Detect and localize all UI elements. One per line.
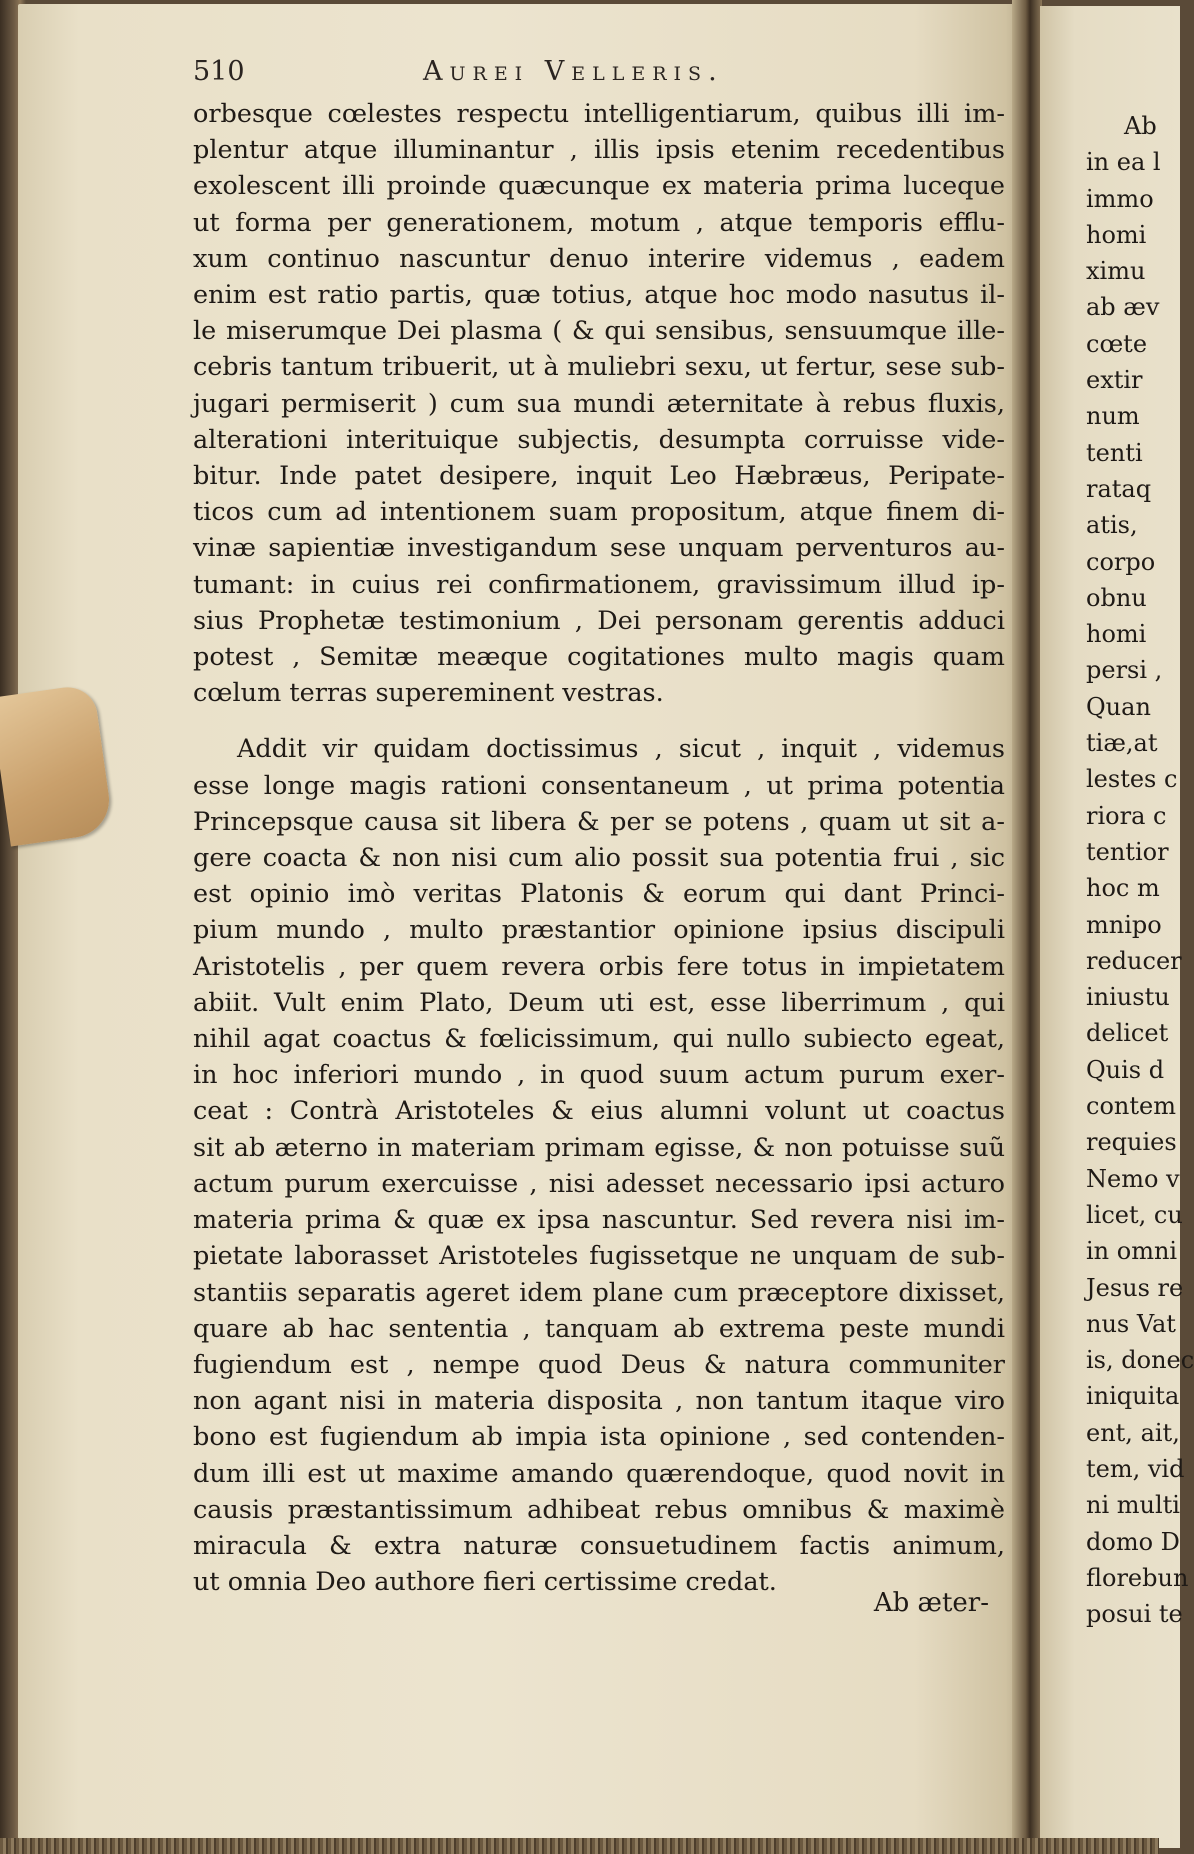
- right-page-line: mnipo: [1086, 910, 1162, 939]
- right-page-line: Jesus re: [1086, 1273, 1184, 1302]
- right-page-line: reducer: [1086, 946, 1182, 975]
- right-page-line: rataq: [1086, 474, 1152, 503]
- right-page-line: contem: [1086, 1092, 1176, 1121]
- right-page-line: nus Vat: [1086, 1309, 1176, 1338]
- right-page-line: corpo: [1086, 547, 1156, 576]
- right-page-line: Quan: [1086, 692, 1151, 721]
- text-line: le miserumque Dei plasma ( & qui sensibus, sensuumque ille-: [193, 316, 1005, 347]
- right-page-line: posui te: [1086, 1600, 1183, 1629]
- right-page-line: requies: [1086, 1128, 1177, 1157]
- right-page-line: tenti: [1086, 438, 1143, 467]
- text-line: pium mundo , multo præstantior opinione ipsius discipuli: [193, 915, 1005, 946]
- right-page-line: hoc m: [1086, 874, 1160, 903]
- right-page-line: tem, vid: [1086, 1454, 1185, 1483]
- text-line: nihil agat coactus & fœlicissimum, qui nullo subiecto egeat,: [193, 1024, 1005, 1055]
- right-page-line: tiæ,at: [1086, 729, 1158, 758]
- paragraph-1: [193, 96, 1005, 711]
- text-line: non agant nisi in materia disposita , non tantum itaque viro: [193, 1386, 1005, 1417]
- text-line: Addit vir quidam doctissimus , sicut , inquit , videmus: [237, 734, 1005, 765]
- right-page-line: iniquita: [1086, 1382, 1180, 1411]
- text-line: jugari permiserit ) cum sua mundi æternitate à rebus fluxis,: [193, 388, 1005, 419]
- text-line: cœlum terras supereminent vestras.: [193, 678, 664, 709]
- text-line: pietate laborasset Aristoteles fugissetque ne unquam de sub-: [193, 1241, 1005, 1272]
- text-line: ut forma per generationem, motum , atque temporis efflu-: [193, 207, 1005, 238]
- right-page-line: ent, ait,: [1086, 1418, 1180, 1447]
- text-line: sius Prophetæ testimonium , Dei personam gerentis adduci: [193, 605, 1005, 636]
- right-page-line: obnu: [1086, 583, 1147, 612]
- right-page-line: extir: [1086, 366, 1143, 395]
- text-line: dum illi est ut maxime amando quærendoque, quod novit in: [193, 1458, 1005, 1489]
- right-page-line: in ea l: [1086, 148, 1161, 177]
- text-line: bono est fugiendum ab impia ista opinione , sed contenden-: [193, 1422, 1005, 1453]
- text-line: Princepsque causa sit libera & per se potens , quam ut sit a-: [193, 806, 1005, 837]
- text-line: orbesque cœlestes respectu intelligentiarum, quibus illi im-: [193, 99, 1005, 129]
- right-page-line: atis,: [1086, 511, 1138, 540]
- text-line: tumant: in cuius rei confirmationem, gravissimum illud ip-: [193, 569, 1005, 600]
- text-line: ut omnia Deo authore fieri certissime credat.: [193, 1567, 777, 1598]
- text-line: actum purum exercuisse , nisi adesset necessario ipsi acturo: [193, 1168, 1005, 1199]
- text-line: materia prima & quæ ex ipsa nascuntur. Sed revera nisi im-: [193, 1205, 1005, 1236]
- text-line: in hoc inferiori mundo , in quod suum actum purum exer-: [193, 1060, 1005, 1091]
- right-page-text: [1086, 108, 1194, 1632]
- paragraph-2: [193, 731, 1005, 1600]
- right-page-line: Quis d: [1086, 1055, 1165, 1084]
- text-line: Aristotelis , per quem revera orbis fere totus in impietatem: [193, 951, 1005, 982]
- text-line: ceat : Contrà Aristoteles & eius alumni volunt ut coactus: [193, 1096, 1005, 1127]
- text-line: causis præstantissimum adhibeat rebus omnibus & maximè: [193, 1494, 1005, 1525]
- right-page-line: is, donec: [1086, 1346, 1194, 1375]
- right-page-line: delicet: [1086, 1019, 1169, 1048]
- right-page-line: ab æv: [1086, 293, 1160, 322]
- text-line: esse longe magis rationi consentaneum , ut prima potentia: [193, 770, 1005, 801]
- right-page-line: licet, cu: [1086, 1200, 1183, 1229]
- text-line: fugiendum est , nempe quod Deus & natura communiter: [193, 1349, 1005, 1380]
- right-page-line: riora c: [1086, 801, 1167, 830]
- right-page-line: Ab: [1124, 112, 1157, 140]
- running-title: Aurei Velleris.: [423, 56, 724, 87]
- right-page-line: num: [1086, 402, 1140, 431]
- catchword: Ab æter-: [873, 1588, 989, 1618]
- right-page-line: ximu: [1086, 257, 1146, 286]
- text-line: xum continuo nascuntur denuo interire videmus , eadem: [193, 243, 1005, 274]
- right-page-line: immo: [1086, 184, 1154, 213]
- right-page-line: Nemo v: [1086, 1164, 1180, 1193]
- text-line: miracula & extra naturæ consuetudinem factis animum,: [193, 1530, 1005, 1561]
- folio-number: 510: [193, 56, 245, 87]
- right-page-line: cœte: [1086, 329, 1148, 358]
- text-line: exolescent illi proinde quæcunque ex materia prima luceque: [193, 171, 1005, 202]
- right-page-line: iniustu: [1086, 983, 1170, 1012]
- text-line: gere coacta & non nisi cum alio possit sua potentia frui , sic: [193, 843, 1005, 874]
- text-line: quare ab hac sententia , tanquam ab extrema peste mundi: [193, 1313, 1005, 1344]
- page-header: [193, 50, 993, 90]
- page-edge: [0, 1838, 1159, 1854]
- right-page-line: in omni: [1086, 1237, 1178, 1266]
- right-page-line: lestes c: [1086, 765, 1178, 794]
- text-line: bitur. Inde patet desipere, inquit Leo Hæbræus, Peripate-: [193, 461, 1005, 492]
- right-page-line: homi: [1086, 620, 1147, 649]
- right-page-line: persi ,: [1086, 656, 1163, 685]
- text-line: alterationi interituique subjectis, desumpta corruisse vide-: [193, 424, 1005, 455]
- text-line: ticos cum ad intentionem suam propositum, atque finem di-: [193, 497, 1005, 528]
- text-line: est opinio imò veritas Platonis & eorum qui dant Princi-: [193, 879, 1005, 910]
- right-page-line: domo D: [1086, 1527, 1180, 1556]
- text-line: sit ab æterno in materiam primam egisse, & non potuisse suũ: [193, 1132, 1005, 1163]
- right-page-line: homi: [1086, 220, 1147, 249]
- text-line: potest , Semitæ meæque cogitationes multo magis quam: [193, 642, 1005, 673]
- right-page-line: tentior: [1086, 837, 1169, 866]
- text-line: vinæ sapientiæ investigandum sese unquam perventuros au-: [193, 533, 1005, 564]
- right-page-line: ni multi: [1086, 1491, 1180, 1520]
- right-page-line: florebun: [1086, 1563, 1189, 1592]
- text-line: stantiis separatis ageret idem plane cum præceptore dixisset,: [193, 1277, 1005, 1308]
- book-gutter: [1012, 0, 1042, 1854]
- main-text: [193, 96, 1005, 1600]
- text-line: enim est ratio partis, quæ totius, atque hoc modo nasutus il-: [193, 280, 1005, 311]
- text-line: abiit. Vult enim Plato, Deum uti est, esse liberrimum , qui: [193, 987, 1005, 1018]
- text-line: cebris tantum tribuerit, ut à muliebri sexu, ut fertur, sese sub-: [193, 352, 1005, 383]
- text-line: plentur atque illuminantur , illis ipsis etenim recedentibus: [193, 135, 1005, 166]
